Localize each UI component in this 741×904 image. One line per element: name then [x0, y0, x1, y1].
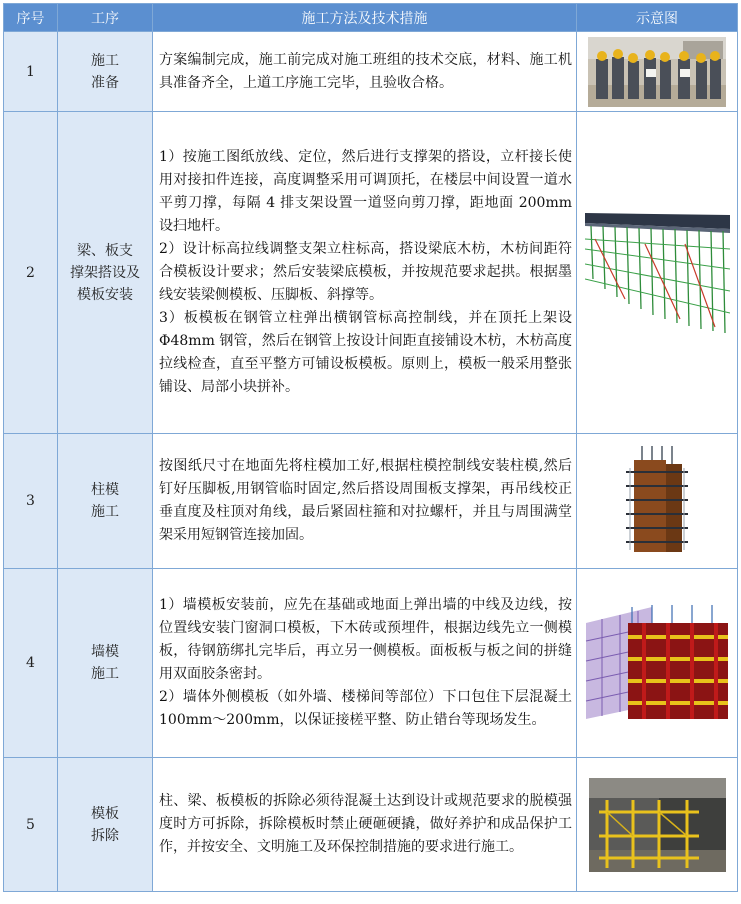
process-name — [58, 32, 153, 112]
row-number: 3 — [4, 434, 58, 569]
wall-formwork-3d — [582, 601, 732, 725]
diagram-cell — [577, 32, 738, 112]
method-text: 按图纸尺寸在地面先将柱模加工好,根据柱模控制线安装柱模,然后钉好压脚板,用钢管临时固定,然后搭设周围板支撑架，再吊线校正垂直度及柱顶对角线，最后紧固柱箍和对拉螺杆，并且与周围满堂架采用短钢管连接加固。 — [159, 458, 572, 543]
construction-process-table — [3, 3, 738, 892]
table-row — [4, 569, 738, 758]
process-line: 柱模 — [91, 482, 119, 498]
scaffold-support-3d — [585, 209, 730, 337]
column-formwork-3d — [618, 446, 696, 556]
row-number: 1 — [4, 32, 58, 112]
process-name — [58, 569, 153, 758]
process-name — [58, 758, 153, 892]
header-process: 工序 — [58, 4, 153, 32]
process-line: 施工 — [91, 504, 119, 520]
process-name — [58, 434, 153, 569]
process-line: 模板安装 — [77, 286, 133, 303]
method-text: 柱、梁、板模板的拆除必须待混凝土达到设计或规范要求的脱模强度时方可拆除，拆除模板时禁止硬砸硬撬，做好养护和成品保护工作，并按安全、文明施工及环保控制措施的要求进行施工。 — [159, 793, 572, 855]
method-text: 1）按施工图纸放线、定位，然后进行支撑架的搭设，立杆接长使用对接扣件连接，高度调整采用可调顶托，在楼层中间设置一道水平剪刀撑，每隔 4 排支架设置一道竖向剪刀撑，距地面 200mm 设扫地杆。 — [159, 149, 572, 234]
table-row — [4, 434, 738, 569]
process-line: 拆除 — [91, 827, 119, 844]
process-line: 撑架搭设及 — [70, 264, 140, 281]
process-line: 施工 — [91, 52, 119, 69]
formwork-removal-photo — [589, 778, 726, 872]
row-number: 5 — [4, 758, 58, 892]
method-cell — [153, 758, 577, 892]
diagram-cell — [577, 434, 738, 569]
method-text: 2）设计标高拉线调整支架立柱标高，搭设梁底木枋，木枋间距符合模板设计要求；然后安装梁底模板，并按规范要求起拱。根据墨线安装梁侧模板、压脚板、斜撑等。 — [159, 241, 572, 303]
process-line: 模板 — [91, 805, 119, 822]
table-row — [4, 32, 738, 112]
diagram-cell — [577, 569, 738, 758]
method-cell — [153, 32, 577, 112]
table-row — [4, 758, 738, 892]
header-diagram: 示意图 — [577, 4, 738, 32]
header-method: 施工方法及技术措施 — [153, 4, 577, 32]
method-text: 3）板模板在钢管立柱弹出横钢管标高控制线，并在顶托上架设Φ48mm 钢管，然后在钢管上按设计间距直接铺设木枋，木枋高度拉线检查，直至平整方可铺设板模板。原则上，模板一般采用整张铺设、局部小块拼补。 — [159, 310, 572, 395]
process-line: 施工 — [91, 666, 119, 682]
method-text: 1）墙模板安装前，应先在基础或地面上弹出墙的中线及边线，按位置线安装门窗洞口模板，下木砖或预埋件，根据边线先立一侧模板，待钢筋绑扎完毕后，再立另一侧模板。面板板与板之间的拼缝用双面胶条密封。 — [159, 597, 572, 682]
method-cell — [153, 569, 577, 758]
method-text: 2）墙体外侧模板（如外墙、楼梯间等部位）下口包住下层混凝土 100mm～200mm，以保证接槎平整、防止错台等现场发生。 — [159, 689, 572, 728]
method-cell — [153, 434, 577, 569]
header-row — [4, 4, 738, 32]
process-line: 准备 — [91, 74, 119, 91]
row-number: 2 — [4, 112, 58, 434]
table-row — [4, 112, 738, 434]
method-text: 方案编制完成，施工前完成对施工班组的技术交底，材料、施工机具准备齐全，上道工序施工完毕，且验收合格。 — [159, 51, 572, 91]
diagram-cell — [577, 758, 738, 892]
process-line: 梁、板支 — [77, 242, 133, 259]
row-number: 4 — [4, 569, 58, 758]
process-name — [58, 112, 153, 434]
process-line: 墙模 — [91, 644, 119, 660]
workers-briefing-photo — [588, 37, 726, 107]
header-no: 序号 — [4, 4, 58, 32]
diagram-cell — [577, 112, 738, 434]
method-cell — [153, 112, 577, 434]
